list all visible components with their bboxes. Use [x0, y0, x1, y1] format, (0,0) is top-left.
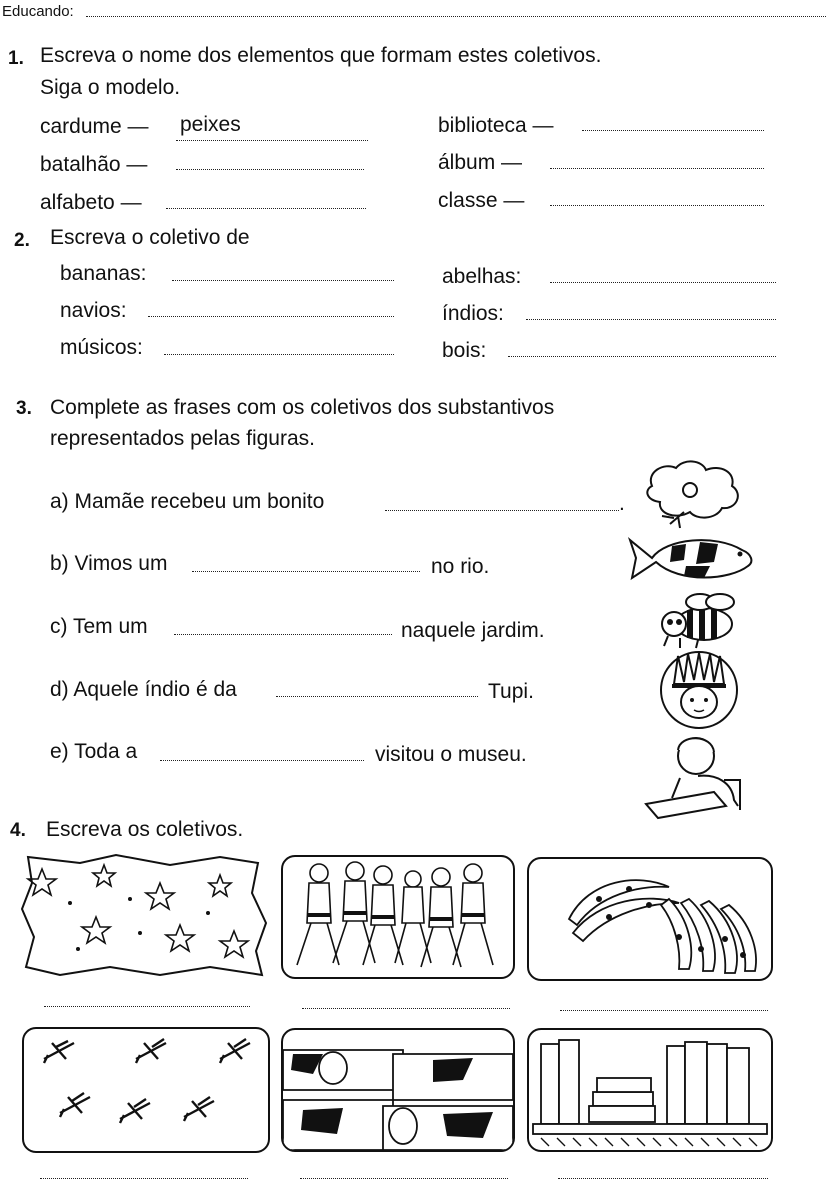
ex1-word-album: álbum — [438, 151, 523, 174]
ex3-sentence-c-end: naquele jardim. [401, 619, 545, 642]
fish-illustration [626, 532, 756, 586]
bananas-picture [527, 857, 773, 981]
ex2-line-indios[interactable] [526, 319, 776, 320]
ex4-line-5[interactable] [300, 1178, 508, 1179]
exercise-1-instruction-2: Siga o modelo. [40, 76, 181, 99]
ex3-line-d[interactable] [276, 696, 478, 697]
ex4-line-3[interactable] [560, 1010, 768, 1011]
ex2-line-navios[interactable] [148, 316, 394, 317]
exercise-3-instruction: Complete as frases com os coletivos dos substantivos [50, 396, 555, 419]
indian-illustration [654, 650, 744, 730]
ex2-word-bois: bois: [442, 339, 487, 362]
ex1-word-biblioteca: biblioteca — [438, 114, 554, 137]
exercise-2-number: 2. [14, 230, 30, 251]
ex3-sentence-e: e) Toda a [50, 740, 138, 763]
ex1-line-cardume[interactable] [176, 140, 368, 141]
ex1-word-batalhao: batalhão — [40, 153, 148, 176]
ex3-sentence-d: d) Aquele índio é da [50, 678, 237, 701]
ex4-line-1[interactable] [44, 1006, 250, 1007]
ex1-answer-cardume: peixes [180, 113, 241, 136]
ex2-word-bananas: bananas: [60, 262, 147, 285]
ex3-sentence-e-end: visitou o museu. [375, 743, 527, 766]
ex3-sentence-b-end: no rio. [431, 555, 490, 578]
ex2-line-abelhas[interactable] [550, 282, 776, 283]
ex4-line-4[interactable] [40, 1178, 248, 1179]
ex2-word-musicos: músicos: [60, 336, 143, 359]
stars-picture [20, 853, 268, 979]
soldiers-picture [281, 855, 515, 979]
exercise-1-number: 1. [8, 48, 24, 69]
ex2-line-musicos[interactable] [164, 354, 394, 355]
exercise-2-instruction: Escreva o coletivo de [50, 226, 250, 249]
oxen-picture [281, 1028, 515, 1152]
exercise-4-instruction: Escreva os coletivos. [46, 818, 244, 841]
ex1-line-batalhao[interactable] [176, 169, 364, 170]
ex1-line-album[interactable] [550, 168, 764, 169]
student-name-line[interactable] [86, 16, 826, 17]
ex3-sentence-d-end: Tupi. [488, 680, 534, 703]
airplanes-picture [22, 1027, 270, 1153]
ex2-line-bananas[interactable] [172, 280, 394, 281]
ex2-word-indios: índios: [442, 302, 504, 325]
ex3-line-a[interactable] [385, 510, 619, 511]
exercise-3-number: 3. [16, 398, 32, 419]
ex2-word-navios: navios: [60, 299, 127, 322]
exercise-3-instruction-2: representados pelas figuras. [50, 427, 315, 450]
ex1-word-classe: classe — [438, 189, 525, 212]
ex1-word-alfabeto: alfabeto — [40, 191, 142, 214]
flower-illustration [640, 458, 750, 530]
ex3-line-b[interactable] [192, 571, 420, 572]
ex4-line-2[interactable] [302, 1008, 510, 1009]
books-picture [527, 1028, 773, 1152]
student-illustration [640, 730, 750, 822]
ex1-line-biblioteca[interactable] [582, 130, 764, 131]
exercise-4-number: 4. [10, 820, 26, 841]
ex3-sentence-b: b) Vimos um [50, 552, 168, 575]
ex4-line-6[interactable] [558, 1178, 768, 1179]
bee-illustration [654, 590, 744, 650]
ex3-sentence-c: c) Tem um [50, 615, 148, 638]
ex3-line-c[interactable] [174, 634, 392, 635]
ex2-line-bois[interactable] [508, 356, 776, 357]
ex1-line-classe[interactable] [550, 205, 764, 206]
ex3-sentence-a-end: . [619, 492, 625, 515]
ex1-line-alfabeto[interactable] [166, 208, 366, 209]
exercise-1-instruction: Escreva o nome dos elementos que formam estes coletivos. [40, 44, 602, 67]
ex2-word-abelhas: abelhas: [442, 265, 522, 288]
ex3-line-e[interactable] [160, 760, 364, 761]
ex3-sentence-a: a) Mamãe recebeu um bonito [50, 490, 325, 513]
student-label: Educando: [2, 3, 74, 20]
ex1-word-cardume: cardume — [40, 115, 149, 138]
